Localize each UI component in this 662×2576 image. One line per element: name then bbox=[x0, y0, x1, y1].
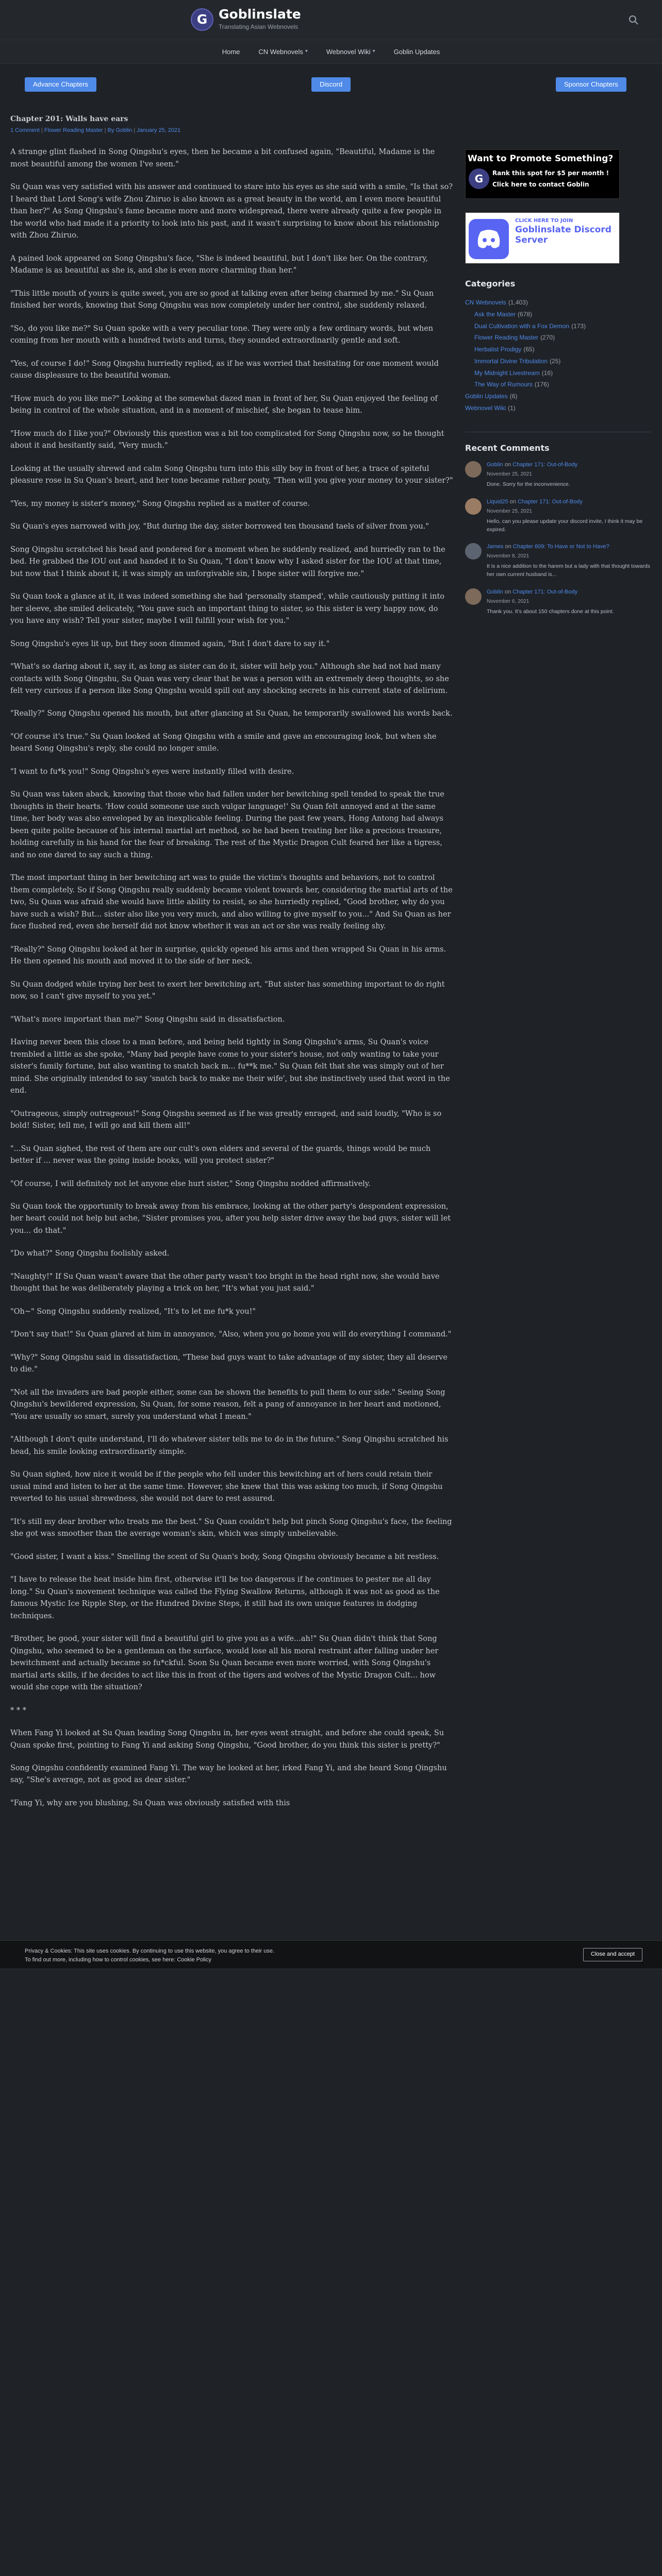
chapter-paragraph: "Yes, of course I do!" Song Qingshu hurriedly replied, as if he was worried that hesitating for one moment would cause displeasure to the beautiful woman. bbox=[10, 359, 439, 380]
primary-nav bbox=[0, 40, 662, 64]
comment-item bbox=[465, 461, 651, 489]
comment-author[interactable]: Goblin bbox=[487, 461, 503, 468]
category-item bbox=[465, 391, 651, 402]
category-count: (176) bbox=[534, 381, 549, 388]
recent-comments-list bbox=[465, 461, 651, 616]
category-item bbox=[465, 309, 651, 320]
chapter-paragraph: * * * bbox=[10, 1706, 26, 1715]
promo-ad-banner[interactable] bbox=[465, 149, 620, 199]
cookie-line-2[interactable]: To find out more, including how to control cookies, see here: Cookie Policy bbox=[25, 1957, 211, 1963]
chapter-paragraph: "Not all the invaders are bad people either, some can be shown the benefits to pull them to our side." Seeing Song Qingshu's bewildered expression, Su Quan, for some reason, felt a pang of annoyance in her heart and motioned, "You are usually so smart, surely you understand what I mean." bbox=[10, 1388, 445, 1421]
chapter-paragraph: When Fang Yi looked at Su Quan leading Song Qingshu in, her eyes went straight, and before she could speak, Su Quan spoke first, pointing to Fang Yi and asking Song Qingshu, "Good brother, do you think this sister is pretty?" bbox=[10, 1729, 444, 1750]
chapter-paragraph: A pained look appeared on Song Qingshu's face, "She is indeed beautiful, but I don't like her. On the contrary, Madame is as beautiful as she is, and she is even more charming than her." bbox=[10, 254, 428, 275]
category-count: (270) bbox=[540, 334, 555, 342]
chapter-paragraph: "How much do I like you?" Obviously this question was a bit too complicated for Song Qingshu now, so he thought about it and hesitantly said, "Very much." bbox=[10, 429, 444, 450]
category-link[interactable]: Flower Reading Master bbox=[44, 127, 103, 133]
site-title[interactable]: Goblinslate bbox=[219, 7, 301, 22]
category-count: (1) bbox=[508, 404, 516, 412]
category-link[interactable]: Ask the Master bbox=[474, 310, 516, 318]
chapter-paragraph: Su Quan's eyes narrowed with joy, "But during the day, sister borrowed ten thousand taels of silver from you." bbox=[10, 522, 429, 531]
promo-contact-text: Click here to contact Goblin bbox=[492, 181, 589, 188]
category-link[interactable]: The Way of Rumours bbox=[474, 381, 533, 388]
site-logo[interactable] bbox=[191, 8, 213, 31]
comment-date: November 8, 2021 bbox=[487, 553, 529, 560]
chapter-paragraph: The most important thing in her bewitching art was to guide the victim's thoughts and behaviors, not to control them completely. So if Song Qingshu really suddenly became violent towards her, considering the martial arts of the two, Su Quan was afraid she would have little ability to resist, so she hurriedly replied, "Good brother, why do you have such a wish? But... sister also like you very much, and also willing to give myself to you..." And Su Quan as her face flushed red, even she herself did not know whether it was an act or she was really feeling shy. bbox=[10, 874, 453, 931]
nav-item-goblin-updates[interactable] bbox=[394, 46, 440, 57]
comment-item bbox=[465, 588, 651, 616]
comment-author[interactable]: Liquid25 bbox=[487, 498, 508, 505]
comment-author[interactable]: James bbox=[487, 544, 504, 550]
chapter-paragraph: "What's so daring about it, say it, as long as sister can do it, sister will help you." Although she had not had many contacts with Song Qingshu, Su Quan was very clear that he was a person with an extremely deep thoughts, so she felt very curious if a person like Song Qingshu would spill out any shocking secrets in his current state of delirium. bbox=[10, 663, 449, 695]
comment-on: on bbox=[505, 544, 511, 550]
chevron-down-icon: ▾ bbox=[372, 48, 375, 55]
chapter-paragraph: "Do what?" Song Qingshu foolishly asked. bbox=[10, 1249, 170, 1258]
site-tagline: Translating Asian Webnovels bbox=[219, 23, 299, 30]
avatar[interactable] bbox=[465, 588, 482, 605]
avatar[interactable] bbox=[465, 461, 482, 478]
site-brand[interactable] bbox=[191, 7, 301, 32]
site-header bbox=[0, 0, 662, 40]
avatar[interactable] bbox=[465, 543, 482, 560]
chevron-down-icon: ▾ bbox=[305, 48, 308, 55]
chapter-title: Chapter 201: Walls have ears bbox=[10, 115, 128, 123]
main-content bbox=[0, 113, 454, 1820]
discord-button[interactable]: Discord bbox=[311, 77, 351, 92]
category-link[interactable]: Goblin Updates bbox=[465, 393, 508, 400]
comment-on: on bbox=[509, 498, 516, 505]
chapter-paragraph: "...Su Quan sighed, the rest of them are our cult's own elders and several of the guards, things would be much better if ... never was the going inside books, will you protect sister?" bbox=[10, 1144, 431, 1165]
comment-excerpt: It is a nice addition to the harem but a lady with that thought towards her own current husband is... bbox=[487, 563, 650, 578]
nav-item-home[interactable] bbox=[222, 46, 240, 57]
comment-excerpt: Thank you. It's about 150 chapters done at this point. bbox=[487, 608, 614, 615]
category-link[interactable]: Herbalist Prodigy bbox=[474, 346, 522, 353]
nav-item-webnovel-wiki[interactable] bbox=[326, 46, 375, 57]
chapter-paragraph: "Really?" Song Qingshu looked at her in surprise, quickly opened his arms and then wrapped Su Quan in his arms. He then opened his mouth and moved it to the side of her neck. bbox=[10, 945, 446, 966]
comment-excerpt: Hello, can you please update your discord invite, I think it may be expired. bbox=[487, 518, 643, 533]
comment-on: on bbox=[504, 588, 511, 595]
nav-label: Webnovel Wiki bbox=[326, 47, 371, 56]
chapter-paragraph: "Of course it's true." Su Quan looked at Song Qingshu with a smile and gave an encouraging look, but when she heard Song Qingshu's reply, she could no longer smile. bbox=[10, 732, 437, 753]
comment-post-link[interactable]: Chapter 171: Out-of-Body bbox=[517, 498, 583, 505]
categories-title: Categories bbox=[465, 279, 516, 289]
cookie-text bbox=[25, 1947, 274, 1964]
category-item bbox=[465, 344, 651, 355]
category-count: (25) bbox=[550, 357, 561, 365]
advance-chapters-button[interactable]: Advance Chapters bbox=[25, 77, 96, 92]
discord-server-title: Goblinslate Discord Server bbox=[515, 225, 611, 245]
category-item bbox=[465, 332, 651, 344]
author-link[interactable]: By Goblin bbox=[107, 127, 133, 133]
comment-date: November 25, 2021 bbox=[487, 471, 532, 477]
comment-author[interactable]: Goblin bbox=[487, 588, 503, 595]
chapter-paragraph: "So, do you like me?" Su Quan spoke with a very peculiar tone. They were only a few ordinary words, but when coming from her mouth with a hundred twists and turns, they sounded extraordinarily gentle and soft. bbox=[10, 324, 434, 345]
category-count: (173) bbox=[571, 322, 586, 330]
search-icon[interactable] bbox=[628, 14, 639, 26]
category-item bbox=[465, 367, 651, 379]
chapter-paragraph: Looking at the usually shrewd and calm Song Qingshu turn into this silly boy in front of her, a trace of spiteful pleasure rose in Su Quan's heart, and her tone became rather pouty, "Then will you give your money to your sister?" bbox=[10, 464, 453, 485]
chapter-paragraph: Su Quan was taken aback, knowing that those who had fallen under her bewitching spell tended to speak the true thoughts in their hearts. 'How could someone use such vulgar language!' Su Quan felt annoyed and at the same time, her body was also enveloped by an inexplicable feeling. During the past few years, Hong Antong had always been quite polite because of his internal martial art method, so he had been treating her like a precious treasure, holding carefully in his hand for the fear of breaking. The rest of the Mystic Dragon Cult feared her like a tigress, and no one dared to say such a thing. bbox=[10, 790, 444, 859]
discord-join-text: CLICK HERE TO JOIN bbox=[515, 218, 573, 224]
category-count: (6) bbox=[509, 393, 518, 400]
nav-item-cn-webnovels[interactable] bbox=[258, 46, 308, 57]
chapter-paragraph: Su Quan took the opportunity to break away from his embrace, looking at the other party's despondent expression, her heart could not help but ache, "Sister promises you, after you help sister drive away the bad guys, sister will let you... do that." bbox=[10, 1202, 451, 1235]
category-link[interactable]: My Midnight Livestream bbox=[474, 369, 540, 377]
cookie-line-1: Privacy & Cookies: This site uses cookies. By continuing to use this website, you agree to their use. bbox=[25, 1948, 275, 1954]
category-link[interactable]: Immortal Divine Tribulation bbox=[474, 357, 548, 365]
comment-excerpt: Done. Sorry for the inconvenience. bbox=[487, 481, 570, 487]
comments-link[interactable]: 1 Comment bbox=[10, 127, 40, 133]
chapter-paragraph: "This little mouth of yours is quite sweet, you are so good at talking even after being charmed by me." Su Quan finished her words, knowing that Song Qingshu was now completely under her control, she suddenly relaxed. bbox=[10, 289, 434, 310]
comment-item bbox=[465, 498, 651, 534]
nav-label: Home bbox=[222, 47, 240, 56]
chapter-paragraph: "Don't say that!" Su Quan glared at him in annoyance, "Also, when you go home you will do everything I command." bbox=[10, 1330, 452, 1339]
chapter-paragraph: "Although I don't quite understand, I'll do whatever sister tells me to do in the future." Song Qingshu scratched his head, his smile looking extraordinarily simple. bbox=[10, 1435, 449, 1456]
chapter-paragraph: "Why?" Song Qingshu said in dissatisfaction, "These bad guys want to take advantage of my sister, they all deserve to die." bbox=[10, 1353, 448, 1374]
category-count: (678) bbox=[518, 310, 533, 318]
logo-letter: G bbox=[196, 11, 208, 27]
nav-label: Goblin Updates bbox=[393, 47, 440, 56]
discord-icon bbox=[469, 219, 509, 259]
comment-post-link[interactable]: Chapter 171: Out-of-Body bbox=[512, 588, 578, 595]
chapter-paragraph: "Oh~" Song Qingshu suddenly realized, "It's to let me fu*k you!" bbox=[10, 1307, 256, 1316]
promo-headline: Want to Promote Something? bbox=[468, 154, 614, 164]
categories-list bbox=[465, 297, 651, 414]
category-count: (16) bbox=[541, 369, 553, 377]
category-link[interactable]: Dual Cultivation with a Fox Demon bbox=[474, 322, 570, 330]
cookie-banner bbox=[0, 1940, 662, 1969]
chapter-paragraph: "How much do you like me?" Looking at the somewhat dazed man in front of her, Su Quan enjoyed the feeling of being in control of the whole situation, and in a moment of mischief, she began to tease him. bbox=[10, 394, 438, 415]
nav-label: CN Webnovels bbox=[258, 47, 303, 56]
avatar[interactable] bbox=[465, 498, 482, 515]
chapter-paragraph: "Brother, be good, your sister will find a beautiful girl to give you as a wife...ah!" Su Quan didn't think that Song Qingshu, who seemed to be a gentleman on the surface, would lose all his moral restraint after falling under her bewitchment and actually became so fu*ckful. Soon Su Quan became even more worried, with Song Qingshu's martial arts skills, if he decides to act like this in front of the tigers and wolves of the Mystic Dragon Cult... how would she cope with the situation? bbox=[10, 1635, 439, 1692]
chapter-paragraph: "Really?" Song Qingshu opened his mouth, but after glancing at Su Quan, he temporarily swallowed his words back. bbox=[10, 709, 453, 718]
category-count: (65) bbox=[523, 346, 535, 353]
chapter-paragraph: "What's more important than me?" Song Qingshu said in dissatisfaction. bbox=[10, 1015, 285, 1024]
category-count: (1,403) bbox=[508, 298, 528, 306]
comment-date: November 25, 2021 bbox=[487, 508, 532, 514]
entry-meta: 1 Comment | Flower Reading Master | By Goblin | January 25, 2021 bbox=[10, 127, 181, 133]
chapter-paragraph: "Of course, I will definitely not let anyone else hurt sister," Song Qingshu nodded affirmatively. bbox=[10, 1179, 371, 1188]
comment-post-link[interactable]: Chapter 171: Out-of-Body bbox=[512, 461, 578, 468]
chapter-body bbox=[10, 146, 454, 1809]
category-item bbox=[465, 355, 651, 367]
category-item bbox=[465, 379, 651, 391]
chapter-paragraph: "It's still my dear brother who treats me the best." Su Quan couldn't help but pinch Song Qingshu's face, the feeling she got was smoother than the average woman's skin, which was simply unbelievable. bbox=[10, 1517, 452, 1538]
cta-row bbox=[0, 64, 662, 103]
chapter-paragraph: Song Qingshu's eyes lit up, but they soon dimmed again, "But I don't dare to say it." bbox=[10, 639, 330, 648]
chapter-paragraph: Having never been this close to a man before, and being held tightly in Song Qingshu's arms, Su Quan's voice trembled a little as she spoke, "Many bad people have come to your sister's house, not only wanting to take your sister's family fortune, but also wanting to snatch back m... fu**k me." Su Quan felt that she was simply out of her mind. She originally intended to say 'snatch back to make me their wife', but she instinctively used that word in the end. bbox=[10, 1038, 450, 1095]
discord-ad-banner[interactable] bbox=[465, 212, 620, 264]
chapter-paragraph: "Naughty!" If Su Quan wasn't aware that the other party wasn't too bright in the head right now, she would have thought that he was deliberately playing a trick on her, "It's what you just said." bbox=[10, 1272, 440, 1293]
chapter-paragraph: Su Quan sighed, how nice it would be if the people who fell under this bewitching art of hers could retain their usual mind and listen to her at the same time. However, she knew that this was asking too much, if Song Qingshu reverted to his usual shrewdness, she would not dare to rest assured. bbox=[10, 1470, 443, 1503]
category-link[interactable]: Flower Reading Master bbox=[474, 334, 539, 342]
recent-comments-title: Recent Comments bbox=[465, 443, 550, 453]
comment-item bbox=[465, 543, 651, 579]
comment-post-link[interactable]: Chapter 609: To Have or Not to Have? bbox=[512, 544, 609, 550]
chapter-paragraph: "Yes, my money is sister's money," Song Qingshu replied as a matter of course. bbox=[10, 499, 310, 508]
post-date: January 25, 2021 bbox=[137, 127, 181, 133]
category-link[interactable]: Webnovel Wiki bbox=[465, 404, 506, 412]
cookie-accept-button[interactable]: Close and accept bbox=[583, 1948, 642, 1961]
sidebar bbox=[465, 149, 651, 625]
sponsor-chapters-button[interactable]: Sponsor Chapters bbox=[556, 77, 626, 92]
promo-rank-text: Rank this spot for $5 per month ! bbox=[492, 170, 609, 177]
category-link[interactable]: CN Webnovels bbox=[465, 298, 506, 306]
chapter-paragraph: "Fang Yi, why are you blushing, Su Quan was obviously satisfied with this bbox=[10, 1799, 290, 1807]
comment-on: on bbox=[504, 461, 511, 468]
chapter-paragraph: "I have to release the heat inside him first, otherwise it'll be too dangerous if he continues to pester me all day long." Su Quan's movement technique was called the Flying Swallow Returns, although it was not as good as the famous Mystic Ice Ripple Step, or the Hundred Divine Steps, it still had its own unique features in dodging techniques. bbox=[10, 1575, 440, 1620]
chapter-paragraph: Su Quan was very satisfied with his answer and continued to stare into his eyes as she said with a smile, "Is that so? I heard that Lord Song's wife Zhou Zhiruo is also known as a great beauty in the world, am I even more beautiful than her?" As Song Qingshu's fame became more and more widespread, there were already quite a few people in the world who had made it a priority to look into his past, and it wasn't surprising to know about his relationship with Zhou Zhiruo. bbox=[10, 183, 453, 240]
category-item bbox=[465, 297, 651, 309]
category-item bbox=[465, 402, 651, 414]
chapter-paragraph: "Good sister, I want a kiss." Smelling the scent of Su Quan's body, Song Qingshu obviously became a bit restless. bbox=[10, 1552, 439, 1561]
chapter-paragraph: "I want to fu*k you!" Song Qingshu's eyes were instantly filled with desire. bbox=[10, 767, 294, 776]
comment-date: November 6, 2021 bbox=[487, 598, 529, 604]
chapter-paragraph: Song Qingshu scratched his head and pondered for a moment when he suddenly realized, and hurriedly ran to the bed. He grabbed the IOU out and handed it to Su Quan, "I don't know why I asked sister for the IOU at that time, but now that I think about it, it was simply an unforgivable sin, I hope sister will forgive me." bbox=[10, 545, 445, 578]
promo-logo: G bbox=[469, 168, 489, 189]
chapter-paragraph: Su Quan dodged while trying her best to exert her bewitching art, "But sister has something important to do right now, so I can't give myself to you yet." bbox=[10, 980, 445, 1001]
chapter-paragraph: Su Quan took a glance at it, it was indeed something she had 'personally stamped', while cautiously putting it into her sleeve, she smiled delicately, "You gave such an important thing to sister, so this sister is very happy now, do you have any wish? Tell your sister, maybe I will fulfill your wish for you." bbox=[10, 592, 444, 625]
category-item bbox=[465, 320, 651, 332]
chapter-paragraph: Song Qingshu confidently examined Fang Yi. The way he looked at her, irked Fang Yi, and she heard Song Qingshu say, "She's average, not as good as dear sister." bbox=[10, 1764, 447, 1785]
chapter-paragraph: "Outrageous, simply outrageous!" Song Qingshu seemed as if he was greatly enraged, and said loudly, "Who is so bold! Sister, tell me, I will go and kill them all!" bbox=[10, 1109, 442, 1130]
chapter-paragraph: A strange glint flashed in Song Qingshu's eyes, then he became a bit confused again, "Beautiful, Madame is the most beautiful among the women I've seen." bbox=[10, 148, 435, 168]
